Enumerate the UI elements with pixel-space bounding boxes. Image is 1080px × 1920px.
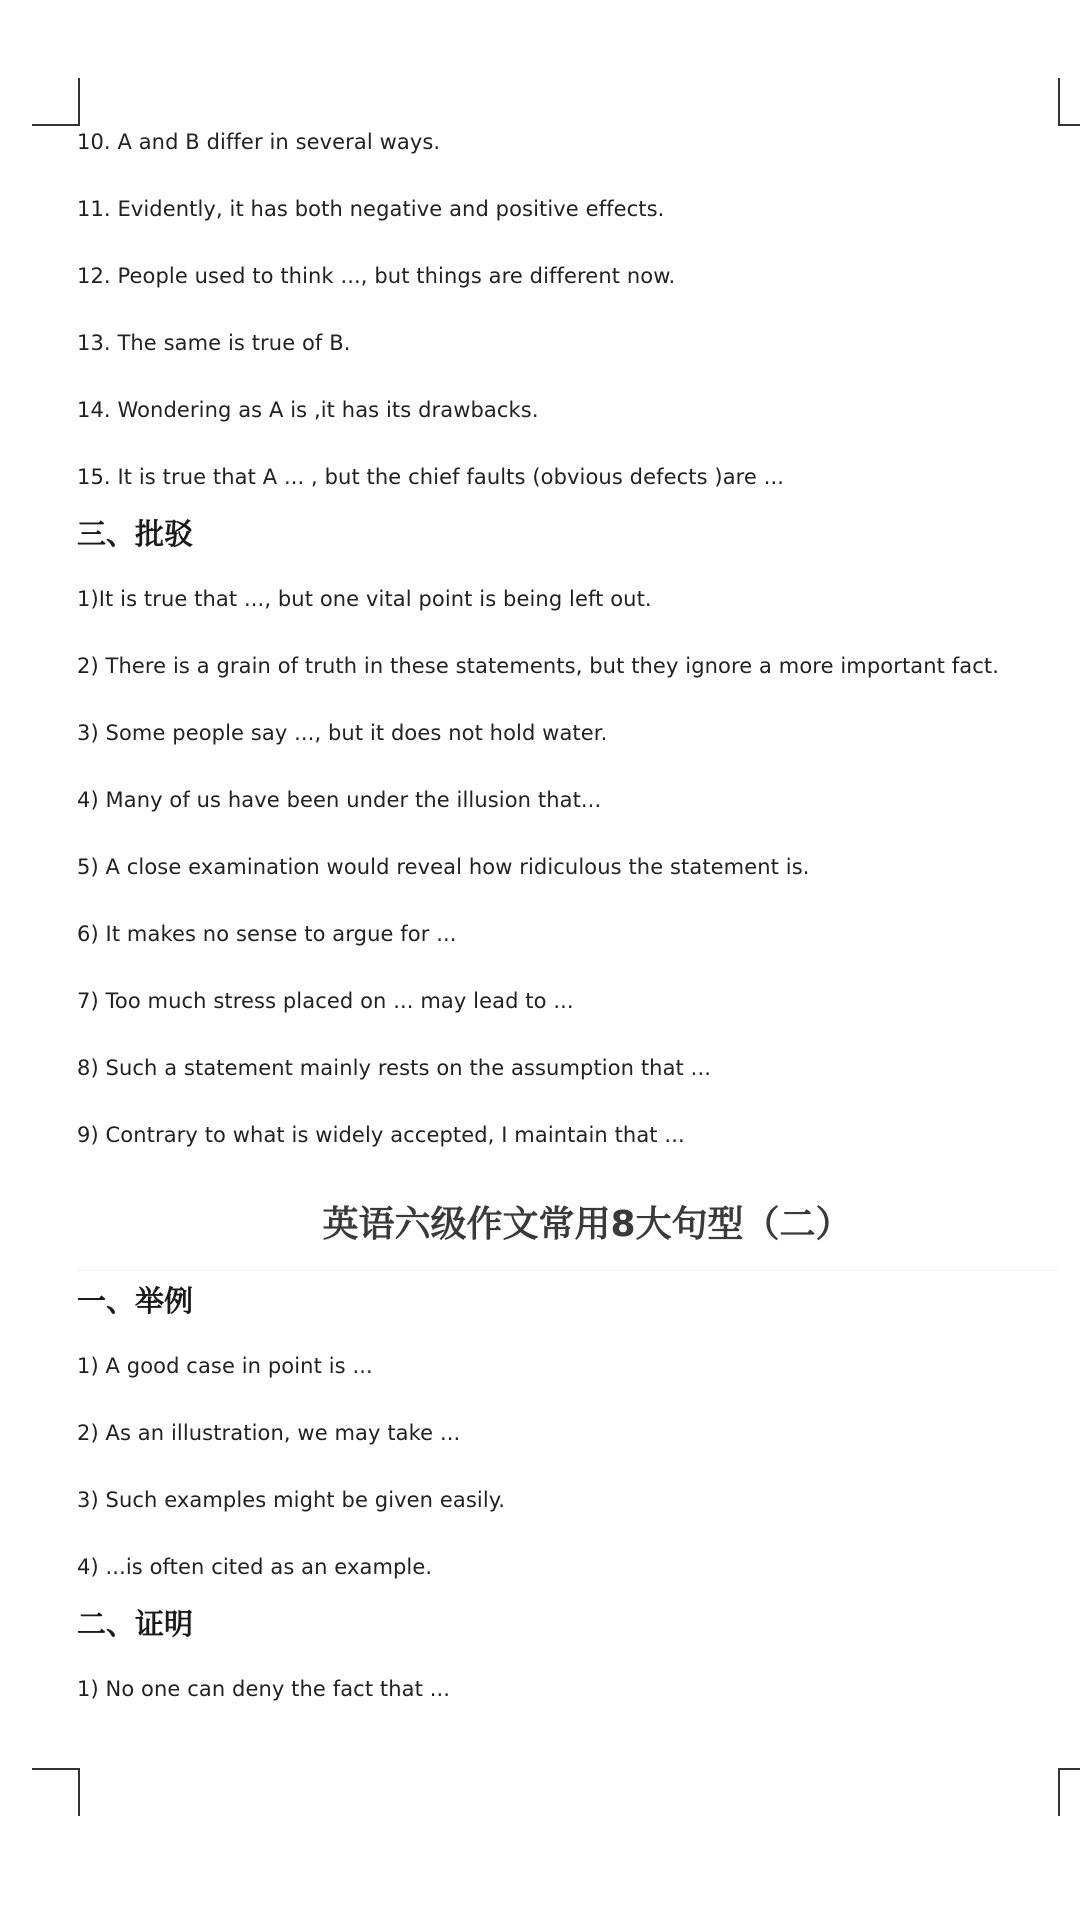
document-page (77, 127, 1057, 1741)
list-item: 2) There is a grain of truth in these statements, but they ignore a more important fact. (77, 654, 1000, 678)
title-divider (77, 1270, 1057, 1271)
list-item: 2) As an illustration, we may take ... (77, 1421, 461, 1445)
list-item: 5) A close examination would reveal how ridiculous the statement is. (77, 855, 810, 879)
proof-section (77, 1604, 1057, 1704)
document-title: 英语六级作文常用8大句型（二） (322, 1204, 852, 1245)
crop-mark-top-left (32, 78, 80, 126)
rebuttal-section (77, 514, 1057, 1150)
list-item: 4) Many of us have been under the illusion that... (77, 788, 602, 812)
list-item: 3) Such examples might be given easily. (77, 1488, 506, 1512)
list-item: 4) ...is often cited as an example. (77, 1555, 433, 1579)
crop-mark-bottom-right (1058, 1768, 1080, 1816)
list-item: 14. Wondering as A is ,it has its drawbacks. (77, 398, 539, 422)
list-item: 13. The same is true of B. (77, 331, 351, 355)
list-item: 15. It is true that A ... , but the chief faults (obvious defects )are ... (77, 465, 785, 489)
section-heading-examples: 一、举例 (77, 1284, 194, 1318)
comparison-list-continued (77, 127, 1057, 492)
examples-section (77, 1281, 1057, 1582)
list-item: 11. Evidently, it has both negative and positive effects. (77, 197, 665, 221)
list-item: 1) No one can deny the fact that ... (77, 1677, 451, 1701)
list-item: 7) Too much stress placed on ... may lead to ... (77, 989, 574, 1013)
list-item: 6) It makes no sense to argue for ... (77, 922, 457, 946)
list-item: 1) A good case in point is ... (77, 1354, 373, 1378)
list-item: 1)It is true that ..., but one vital point is being left out. (77, 587, 652, 611)
list-item: 12. People used to think ..., but things are different now. (77, 264, 676, 288)
crop-mark-top-right (1058, 78, 1080, 126)
list-item: 3) Some people say ..., but it does not hold water. (77, 721, 608, 745)
section-heading-rebuttal: 三、批驳 (77, 517, 194, 551)
section-heading-proof: 二、证明 (77, 1607, 194, 1641)
list-item: 10. A and B differ in several ways. (77, 130, 441, 154)
crop-mark-bottom-left (32, 1768, 80, 1816)
list-item: 8) Such a statement mainly rests on the assumption that ... (77, 1056, 711, 1080)
list-item: 9) Contrary to what is widely accepted, I maintain that ... (77, 1123, 685, 1147)
